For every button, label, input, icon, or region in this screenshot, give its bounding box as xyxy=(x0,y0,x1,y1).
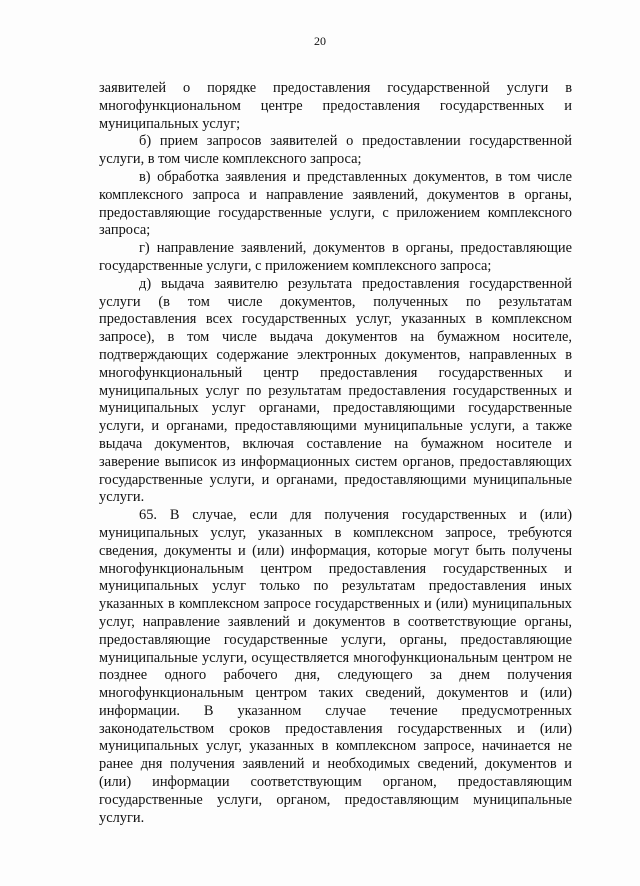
page-number: 20 xyxy=(314,34,326,48)
paragraph-continuation: заявителей о порядке предоставления государственной услуги в многофункциональном центре предоставления государственных и муниципальных услуг; xyxy=(99,80,572,132)
paragraph-65: 65. В случае, если для получения государственных и (или) муниципальных услуг, указанных в комплексном запросе, требуются сведения, документы и (или) информация, которые могут быть получены многофункциональным центром предоставления государственных и муниципальных услуг только по результатам предоставления иных указанных в комплексном запросе государственных и (или) муниципальных услуг, направление заявлений и документов в соответствующие органы, предоставляющие государственные услуги, органы, предоставляющие муниципальные услуги, осуществляется многофункциональным центром не позднее одного рабочего дня, следующего за днем получения многофункциональным центром таких сведений, документов и (или) информации. В указанном случае течение предусмотренных законодательством сроков предоставления государственных и (или) муниципальных услуг, указанных в комплексном запросе, начинается не ранее дня получения заявлений и необходимых сведений, документов и (или) информации соответствующим органом, предоставляющим государственные услуги, органом, предоставляющим муниципальные услуги. xyxy=(99,507,572,826)
document-body xyxy=(99,80,572,827)
paragraph-item-b: б) прием запросов заявителей о предоставлении государственной услуги, в том числе комплексного запроса; xyxy=(99,133,572,168)
paragraph-item-g: г) направление заявлений, документов в органы, предоставляющие государственные услуги, с приложением комплексного запроса; xyxy=(99,240,572,274)
paragraph-item-v: в) обработка заявления и представленных документов, в том числе комплексного запроса и направление заявлений, документов в органы, предоставляющие государственные услуги, с приложением комплексного запроса; xyxy=(99,168,572,239)
paragraph-item-d: д) выдача заявителю результата предоставления государственной услуги (в том числе документов, полученных по результатам предоставления всех государственных услуг, указанных в комплексном запросе), в том числе выдача документов на бумажном носителе, подтверждающих содержание электронных документов, направленных в многофункциональный центр предоставления государственных и муниципальных услуг по результатам предоставления государственных и муниципальных услуг органами, предоставляющими государственные услуги, и органами, предоставляющими муниципальные услуги, а также выдача документов, включая составление на бумажном носителе и заверение выписок из информационных систем органов, предоставляющих государственные услуги, и органами, предоставляющими муниципальные услуги. xyxy=(99,275,572,506)
